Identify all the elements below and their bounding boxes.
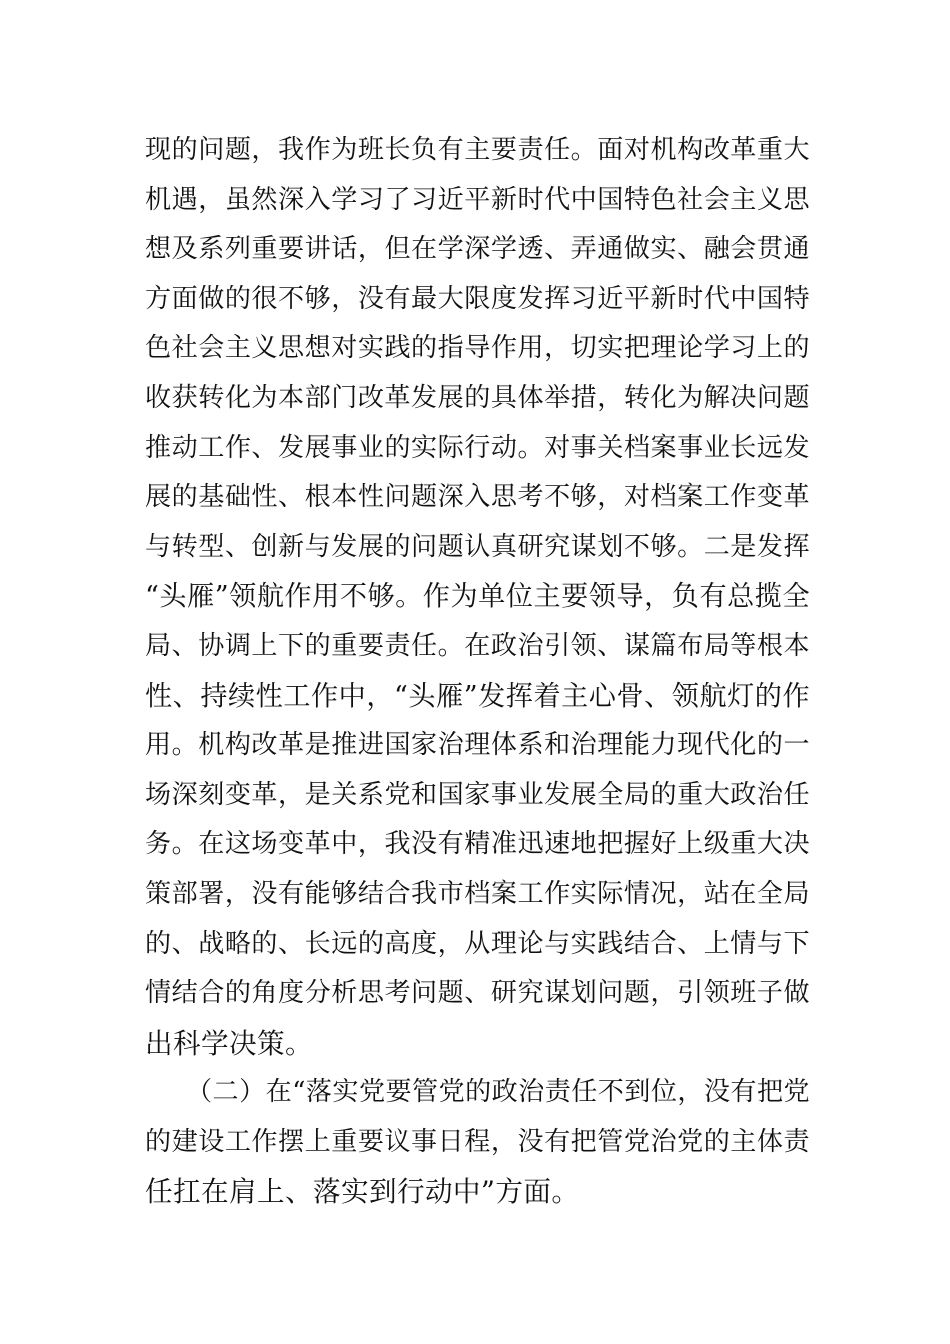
text-line: 想及系列重要讲话，但在学深学透、弄通做实、融会贯通 — [145, 234, 810, 265]
body-text — [145, 126, 810, 1217]
text-line: 展的基础性、根本性问题深入思考不够，对档案工作变革 — [145, 482, 810, 513]
text-line: 的建设工作摆上重要议事日程，没有把管党治党的主体责 — [145, 1126, 810, 1157]
text-line: （二）在“落实党要管党的政治责任不到位，没有把党 — [186, 1077, 810, 1108]
text-line: “头雁”领航作用不够。作为单位主要领导，负有总揽全 — [145, 581, 810, 613]
text-line: 收获转化为本部门改革发展的具体举措，转化为解决问题 — [145, 382, 810, 413]
text-line: 性、持续性工作中，“头雁”发挥着主心骨、领航灯的作 — [145, 680, 810, 712]
text-line: 用。机构改革是推进国家治理体系和治理能力现代化的一 — [145, 730, 810, 761]
text-line: 的、战略的、长远的高度，从理论与实践结合、上情与下 — [145, 928, 810, 959]
text-line: 场深刻变革，是关系党和国家事业发展全局的重大政治任 — [145, 779, 810, 810]
text-line: 情结合的角度分析思考问题、研究谋划问题，引领班子做 — [145, 978, 810, 1009]
text-line: 局、协调上下的重要责任。在政治引领、谋篇布局等根本 — [145, 630, 810, 661]
text-line: 方面做的很不够，没有最大限度发挥习近平新时代中国特 — [145, 283, 810, 314]
text-line: 出科学决策。 — [145, 1026, 313, 1060]
text-line: 务。在这场变革中，我没有精准迅速地把握好上级重大决 — [145, 829, 810, 860]
text-line: 推动工作、发展事业的实际行动。对事关档案事业长远发 — [145, 432, 810, 463]
text-line: 策部署，没有能够结合我市档案工作实际情况，站在全局 — [145, 878, 810, 909]
text-line: 机遇，虽然深入学习了习近平新时代中国特色社会主义思 — [145, 184, 810, 215]
text-line: 色社会主义思想对实践的指导作用，切实把理论学习上的 — [145, 333, 810, 364]
text-line: 现的问题，我作为班长负有主要责任。面对机构改革重大 — [145, 135, 810, 165]
text-line: 任扛在肩上、落实到行动中”方面。 — [145, 1175, 580, 1209]
text-line: 与转型、创新与发展的问题认真研究谋划不够。二是发挥 — [145, 531, 810, 562]
